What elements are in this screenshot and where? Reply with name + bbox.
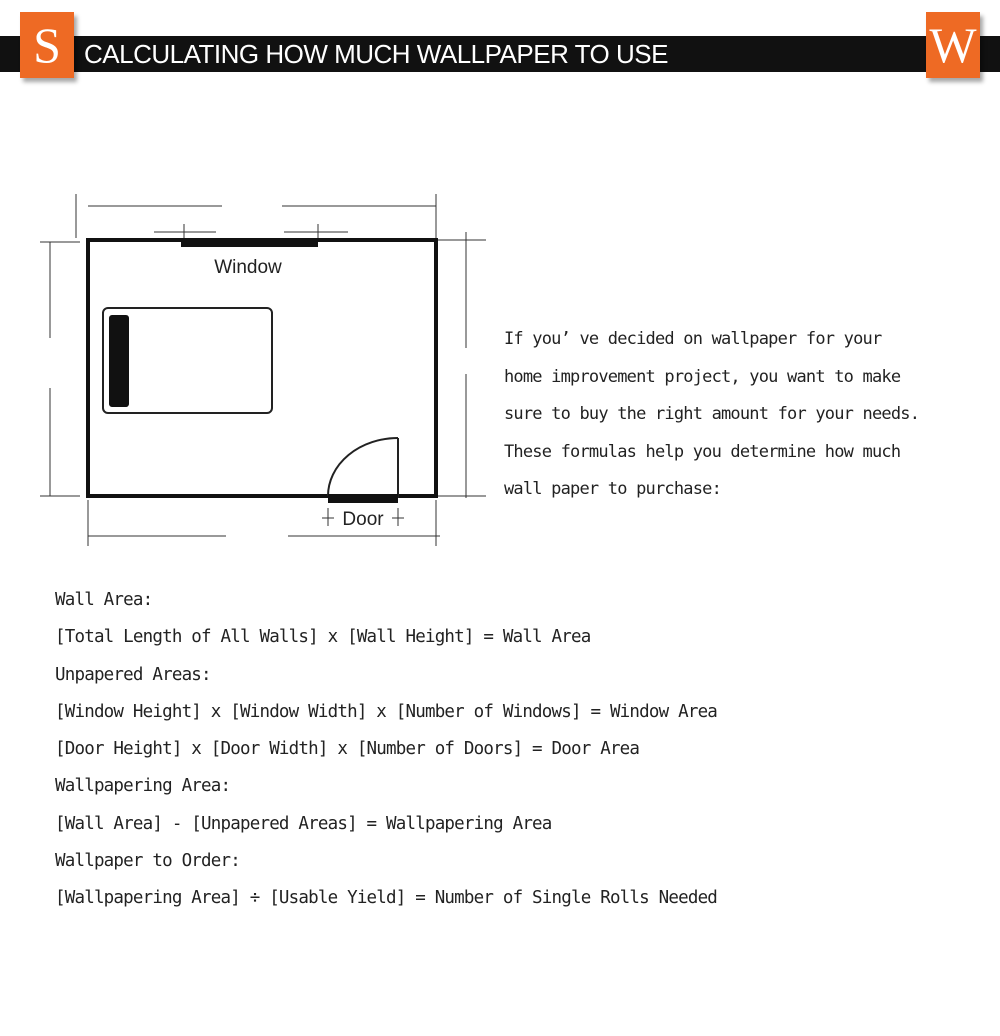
intro-line: sure to buy the right amount for your needs. (504, 404, 920, 424)
door-opening (328, 494, 398, 503)
logo-w: W (926, 12, 980, 78)
door-label: Door (342, 509, 384, 530)
door-swing (328, 438, 398, 496)
window-opening (181, 238, 318, 247)
formula-heading-unpapered: Unpapered Areas: (55, 664, 211, 685)
intro-line: wall paper to purchase: (504, 479, 722, 499)
intro-line: home improvement project, you want to make (504, 366, 901, 387)
formula-wallpapering-area: [Wall Area] - [Unpapered Areas] = Wallpapering Area (55, 813, 552, 834)
formula-heading-wall-area: Wall Area: (55, 590, 153, 610)
formula-heading-wallpapering-area: Wallpapering Area: (55, 776, 231, 797)
page-title: CALCULATING HOW MUCH WALLPAPER TO USE (84, 39, 668, 69)
intro-line: These formulas help you determine how much (504, 441, 901, 462)
window-label: Window (214, 257, 282, 278)
formula-rolls-needed: [Wallpapering Area] ÷ [Usable Yield] = Number of Single Rolls Needed (55, 888, 718, 909)
floor-plan-diagram (36, 188, 496, 548)
formulas-section (55, 582, 975, 918)
formula-window-area: [Window Height] x [Window Width] x [Number of Windows] = Window Area (55, 701, 718, 722)
intro-paragraph (504, 321, 984, 509)
formula-heading-order: Wallpaper to Order: (55, 851, 240, 872)
logo-s: S (20, 12, 74, 78)
formula-door-area: [Door Height] x [Door Width] x [Number of Doors] = Door Area (55, 739, 640, 760)
intro-line: If you’ ve decided on wallpaper for your (504, 329, 882, 349)
bed-headboard (109, 315, 129, 407)
formula-wall-area: [Total Length of All Walls] x [Wall Height] = Wall Area (55, 627, 591, 648)
